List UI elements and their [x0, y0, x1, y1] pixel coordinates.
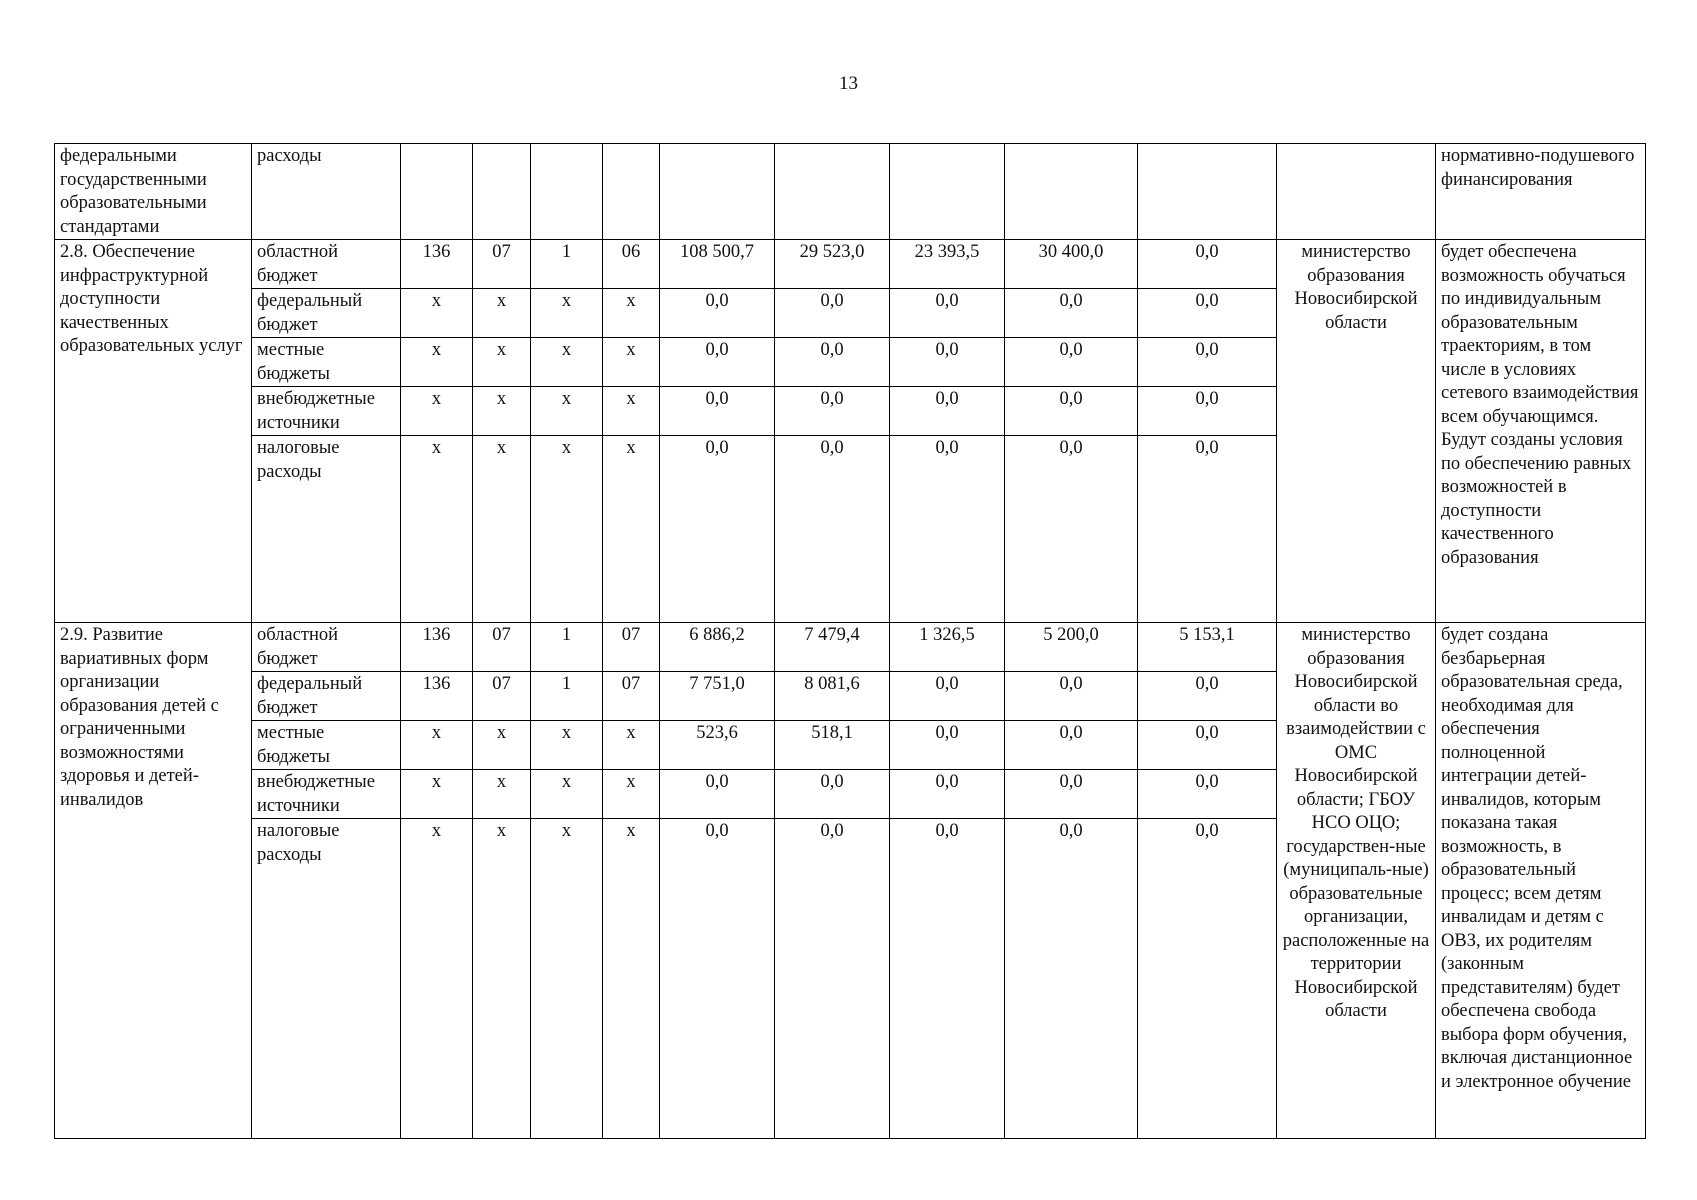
value-cell: 0,0: [1005, 338, 1138, 387]
page-number: 13: [839, 73, 858, 94]
value-cell: 0,0: [1005, 672, 1138, 721]
gp-cell: х: [531, 770, 603, 819]
source-cell: налоговые расходы: [252, 436, 401, 623]
value-cell: 0,0: [1005, 770, 1138, 819]
value-cell: 8 081,6: [775, 672, 890, 721]
value-cell: 0,0: [775, 819, 890, 1139]
value-cell: 23 393,5: [890, 240, 1005, 289]
pm-cell: х: [603, 819, 660, 1139]
value-cell: 30 400,0: [1005, 240, 1138, 289]
empty-cell: [890, 144, 1005, 240]
gp-cell: х: [531, 721, 603, 770]
value-cell: 0,0: [890, 770, 1005, 819]
value-cell: 0,0: [1138, 240, 1277, 289]
source-cell: местные бюджеты: [252, 721, 401, 770]
value-cell: 0,0: [1138, 819, 1277, 1139]
gp-cell: х: [531, 436, 603, 623]
measures-table: [54, 143, 1646, 1139]
gp-cell: х: [531, 338, 603, 387]
measure-name-cell: 2.9. Развитие вариативных форм организации образования детей с ограниченными возможностями здоровья и детей-инвалидов: [55, 623, 252, 1139]
value-cell: 0,0: [1005, 387, 1138, 436]
measure-name-cell: 2.8. Обеспечение инфраструктурной доступности качественных образовательных услуг: [55, 240, 252, 623]
value-cell: 0,0: [890, 436, 1005, 623]
value-cell: 0,0: [775, 436, 890, 623]
value-cell: 0,0: [660, 819, 775, 1139]
pm-cell: х: [603, 387, 660, 436]
rz-cell: х: [473, 338, 531, 387]
empty-cell: [473, 144, 531, 240]
rz-cell: 07: [473, 623, 531, 672]
pm-cell: 07: [603, 623, 660, 672]
measure-name-cell: федеральными государственными образовательными стандартами: [55, 144, 252, 240]
value-cell: 0,0: [1005, 289, 1138, 338]
value-cell: 0,0: [1005, 819, 1138, 1139]
table-row: [55, 623, 1646, 672]
value-cell: 0,0: [1138, 436, 1277, 623]
value-cell: 5 153,1: [1138, 623, 1277, 672]
empty-cell: [401, 144, 473, 240]
value-cell: 0,0: [890, 721, 1005, 770]
pm-cell: х: [603, 338, 660, 387]
value-cell: 0,0: [890, 672, 1005, 721]
value-cell: 7 479,4: [775, 623, 890, 672]
value-cell: 0,0: [890, 338, 1005, 387]
source-cell: местные бюджеты: [252, 338, 401, 387]
value-cell: 0,0: [660, 436, 775, 623]
value-cell: 0,0: [1138, 289, 1277, 338]
result-cell: нормативно-подушевого финансирования: [1436, 144, 1646, 240]
source-cell: внебюджетные источники: [252, 387, 401, 436]
gp-cell: х: [531, 387, 603, 436]
value-cell: 6 886,2: [660, 623, 775, 672]
value-cell: 29 523,0: [775, 240, 890, 289]
grbs-cell: х: [401, 819, 473, 1139]
value-cell: 0,0: [775, 770, 890, 819]
value-cell: 5 200,0: [1005, 623, 1138, 672]
value-cell: 0,0: [890, 819, 1005, 1139]
value-cell: 0,0: [660, 387, 775, 436]
source-cell: областной бюджет: [252, 240, 401, 289]
pm-cell: х: [603, 721, 660, 770]
source-cell: внебюджетные источники: [252, 770, 401, 819]
gp-cell: х: [531, 819, 603, 1139]
empty-cell: [531, 144, 603, 240]
value-cell: 518,1: [775, 721, 890, 770]
grbs-cell: х: [401, 436, 473, 623]
value-cell: 0,0: [1005, 721, 1138, 770]
value-cell: 0,0: [1138, 387, 1277, 436]
pm-cell: х: [603, 770, 660, 819]
value-cell: 0,0: [660, 338, 775, 387]
value-cell: 7 751,0: [660, 672, 775, 721]
source-cell: областной бюджет: [252, 623, 401, 672]
value-cell: 0,0: [1005, 436, 1138, 623]
grbs-cell: х: [401, 770, 473, 819]
pm-cell: х: [603, 436, 660, 623]
rz-cell: х: [473, 770, 531, 819]
table-row: [55, 240, 1646, 289]
rz-cell: х: [473, 387, 531, 436]
gp-cell: х: [531, 289, 603, 338]
value-cell: 0,0: [1138, 672, 1277, 721]
pm-cell: 06: [603, 240, 660, 289]
value-cell: 0,0: [890, 289, 1005, 338]
executor-cell: министерство образования Новосибирской области во взаимодействии с ОМС Новосибирской области; ГБОУ НСО ОЦО; государствен-ные (муниципаль-ные) образовательные организации, расположенные на территории Новосибирской области: [1277, 623, 1436, 1139]
grbs-cell: х: [401, 338, 473, 387]
value-cell: 0,0: [660, 770, 775, 819]
empty-cell: [1138, 144, 1277, 240]
continuation-row: [55, 144, 1646, 240]
value-cell: 1 326,5: [890, 623, 1005, 672]
grbs-cell: 136: [401, 623, 473, 672]
value-cell: 0,0: [775, 289, 890, 338]
value-cell: 0,0: [1138, 338, 1277, 387]
value-cell: 0,0: [1138, 770, 1277, 819]
rz-cell: х: [473, 721, 531, 770]
grbs-cell: 136: [401, 672, 473, 721]
pm-cell: 07: [603, 672, 660, 721]
value-cell: 523,6: [660, 721, 775, 770]
result-cell: будет обеспечена возможность обучаться по индивидуальным образовательным траекториям, в том числе в условиях сетевого взаимодействия всем обучающимся. Будут созданы условия по обеспечению равных возможностей в доступности качественного образования: [1436, 240, 1646, 623]
source-cell: налоговые расходы: [252, 819, 401, 1139]
pm-cell: х: [603, 289, 660, 338]
source-cell: расходы: [252, 144, 401, 240]
gp-cell: 1: [531, 623, 603, 672]
value-cell: 0,0: [1138, 721, 1277, 770]
rz-cell: х: [473, 289, 531, 338]
empty-cell: [775, 144, 890, 240]
rz-cell: 07: [473, 240, 531, 289]
value-cell: 0,0: [660, 289, 775, 338]
gp-cell: 1: [531, 672, 603, 721]
rz-cell: х: [473, 819, 531, 1139]
grbs-cell: х: [401, 721, 473, 770]
value-cell: 0,0: [775, 338, 890, 387]
empty-cell: [1005, 144, 1138, 240]
empty-cell: [603, 144, 660, 240]
empty-cell: [660, 144, 775, 240]
grbs-cell: 136: [401, 240, 473, 289]
rz-cell: 07: [473, 672, 531, 721]
gp-cell: 1: [531, 240, 603, 289]
source-cell: федеральный бюджет: [252, 289, 401, 338]
grbs-cell: х: [401, 289, 473, 338]
empty-cell: [1277, 144, 1436, 240]
value-cell: 108 500,7: [660, 240, 775, 289]
value-cell: 0,0: [890, 387, 1005, 436]
value-cell: 0,0: [775, 387, 890, 436]
executor-cell: министерство образования Новосибирской области: [1277, 240, 1436, 623]
source-cell: федеральный бюджет: [252, 672, 401, 721]
grbs-cell: х: [401, 387, 473, 436]
rz-cell: х: [473, 436, 531, 623]
result-cell: будет создана безбарьерная образовательная среда, необходимая для обеспечения полноценной интеграции детей-инвалидов, которым показана такая возможность, в образовательный процесс; всем детям инвалидам и детям с ОВЗ, их родителям (законным представителям) будет обеспечена свобода выбора форм обучения, включая дистанционное и электронное обучение: [1436, 623, 1646, 1139]
